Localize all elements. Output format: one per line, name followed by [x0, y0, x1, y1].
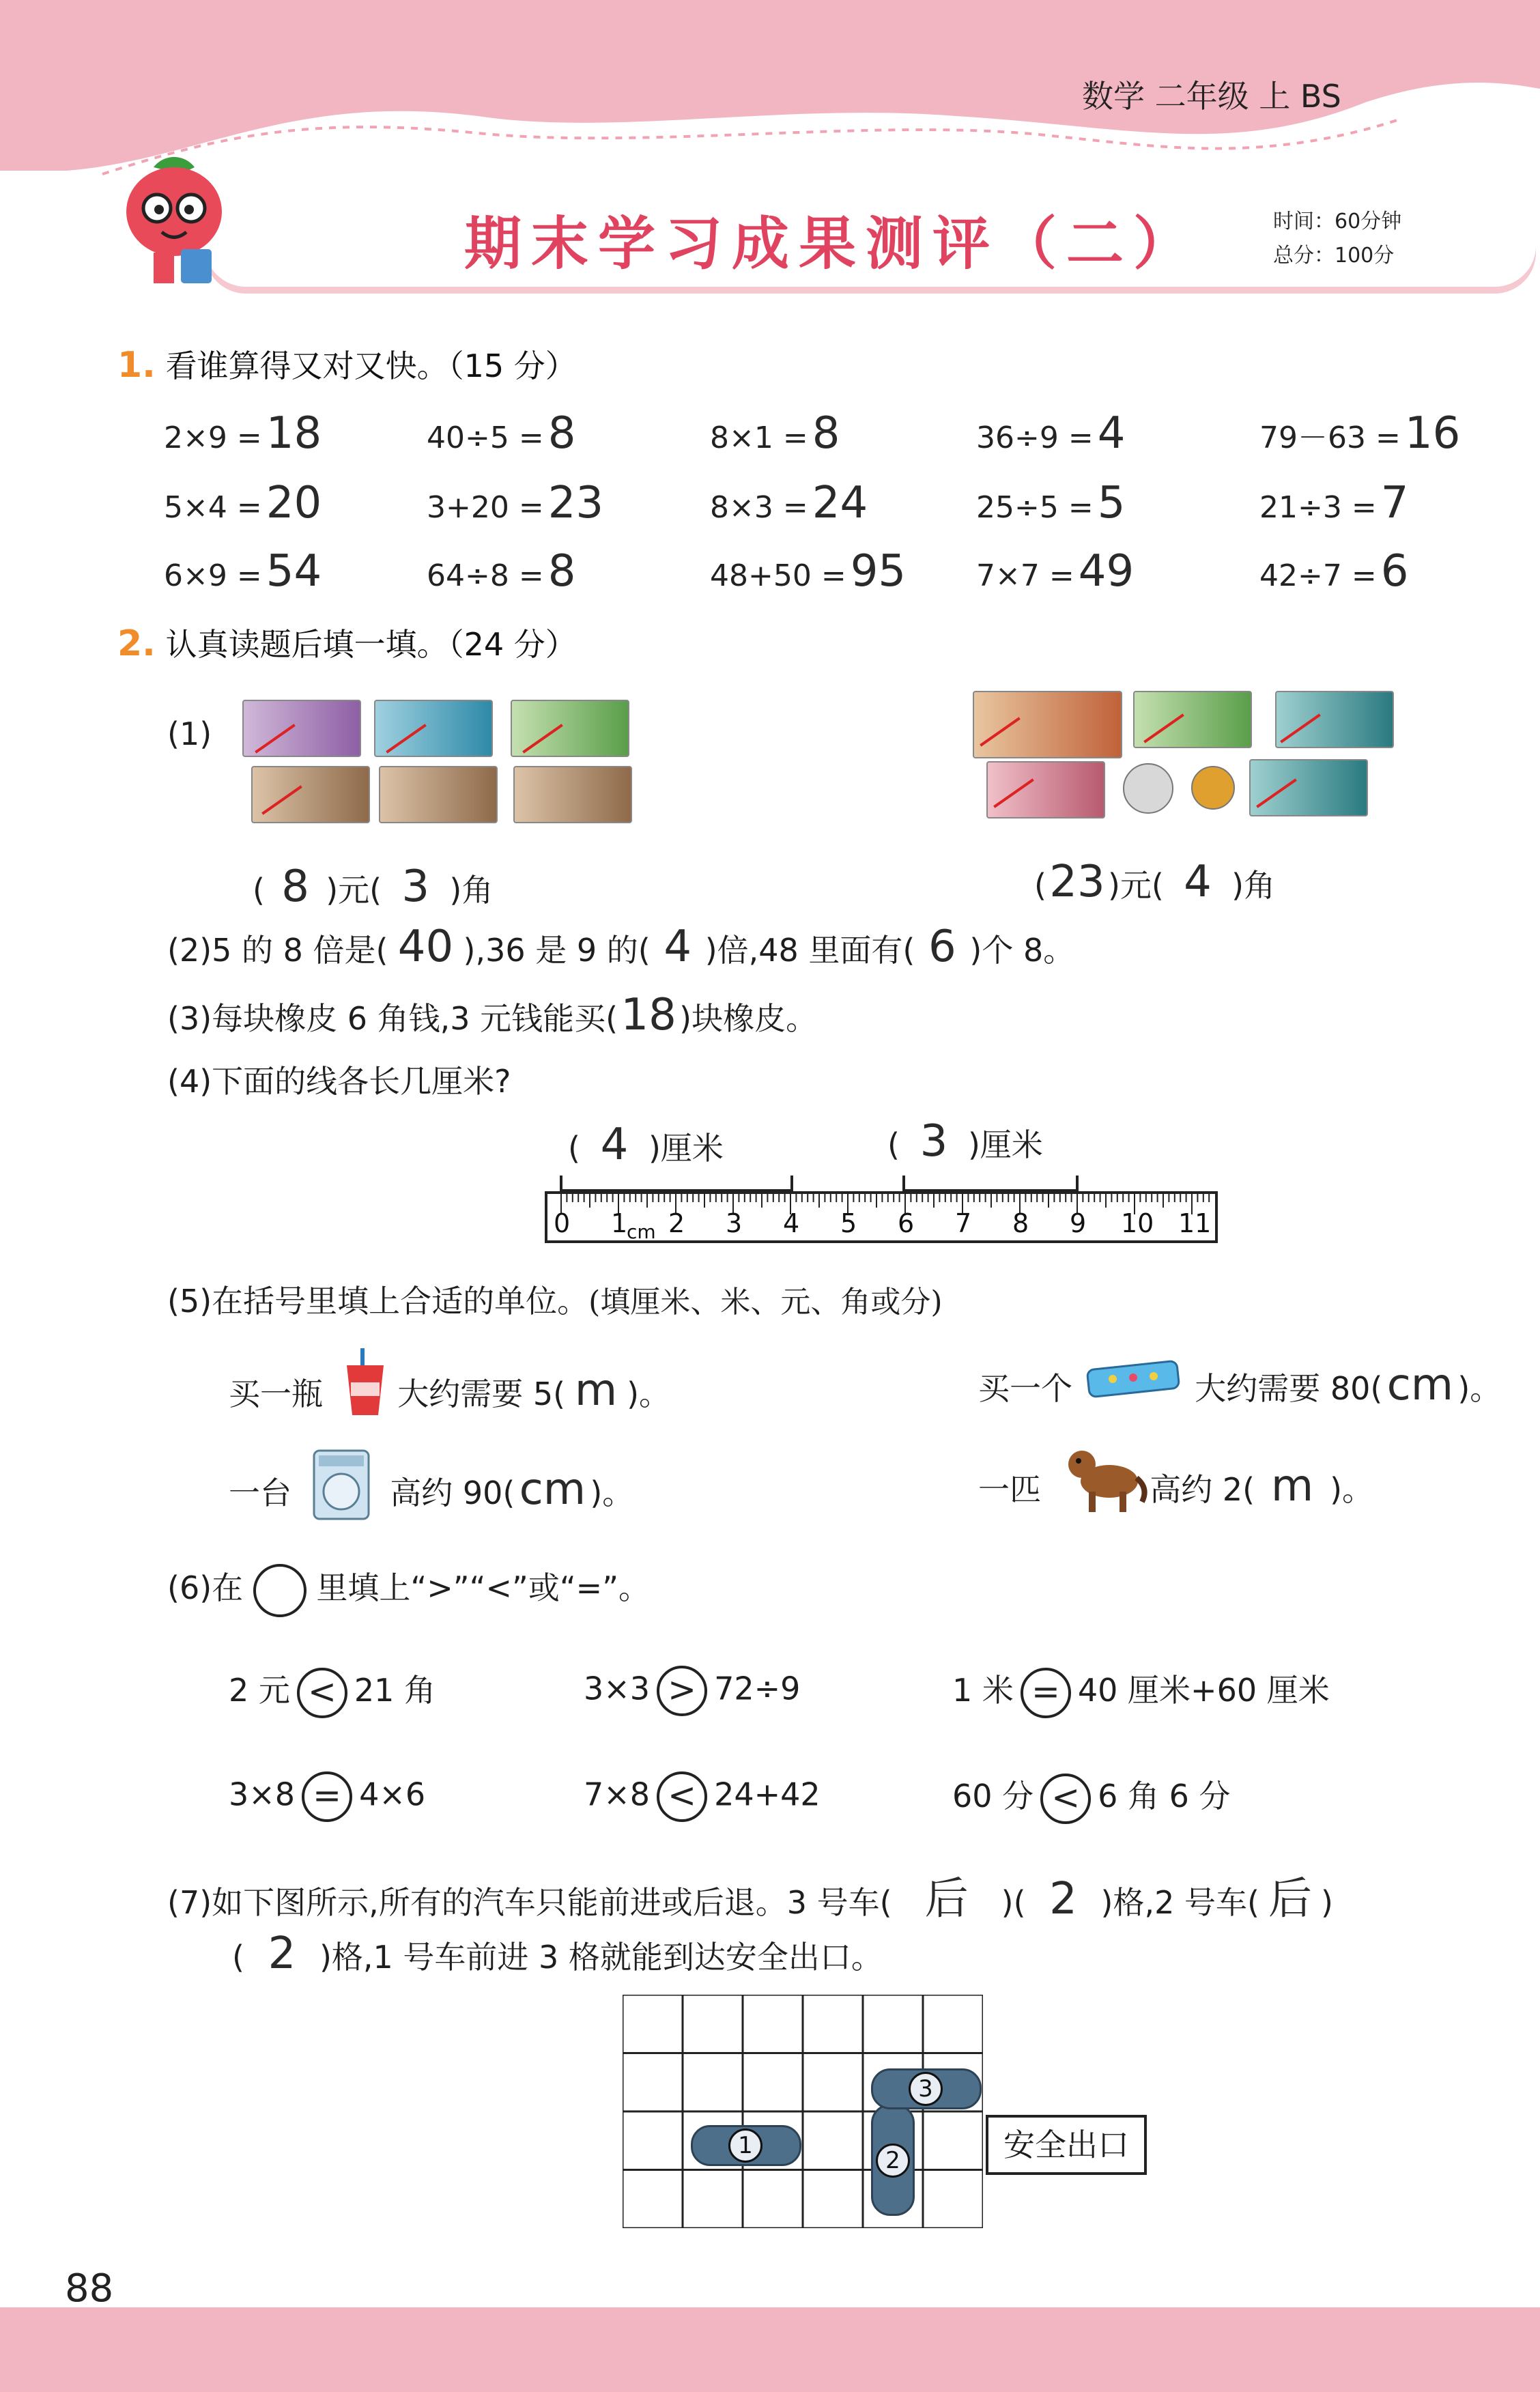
- q5-item-2-text-2: 大约需要 80(: [1195, 1370, 1383, 1407]
- calc-question: 2×9 =: [164, 421, 262, 455]
- car-2-icon: [871, 2104, 915, 2216]
- q2-text-3: )倍,48 里面有(: [704, 932, 915, 969]
- q5-item-1-answer: m: [574, 1365, 618, 1416]
- section-2-heading: [117, 620, 577, 665]
- q5-item-4-answer: m: [1270, 1461, 1314, 1511]
- compare-operator: <: [297, 1668, 347, 1718]
- calc-problem: [427, 478, 603, 528]
- paren-open: (: [369, 872, 382, 909]
- ruler-number: 11: [1178, 1208, 1212, 1238]
- compare-problem: [584, 1771, 821, 1822]
- calc-answer: 54: [266, 546, 322, 597]
- q2-answer-3: 6: [928, 922, 956, 972]
- calc-problem: [1259, 478, 1408, 528]
- calc-answer: 8: [812, 408, 840, 459]
- q5-item-2-text: 买一个: [978, 1370, 1072, 1407]
- calc-question: 8×3 =: [710, 490, 808, 525]
- calc-answer: 4: [1097, 408, 1126, 459]
- section-1-title: 看谁算得又对又快。（15 分）: [165, 347, 577, 384]
- calc-question: 40÷5 =: [427, 421, 544, 455]
- calc-question: 21÷3 =: [1259, 490, 1377, 525]
- calc-question: 5×4 =: [164, 490, 262, 525]
- paren-close: ): [1107, 867, 1120, 904]
- q4-answer-2-line: ( 3 )厘米: [887, 1116, 1043, 1167]
- compare-operator: <: [657, 1771, 707, 1822]
- q7-answer-2: 2: [1049, 1874, 1077, 1924]
- paren-close: ): [326, 872, 339, 909]
- q1-left-answer-line: [253, 862, 493, 912]
- banknote-1-jiao-icon: [379, 766, 498, 823]
- calc-question: 3+20 =: [427, 490, 544, 525]
- time-info: [1273, 205, 1401, 273]
- q7-line-1: [167, 1864, 1333, 1926]
- calc-problem: [976, 408, 1125, 459]
- q7-text-2: )(: [1001, 1884, 1026, 1921]
- compare-problem: [229, 1771, 425, 1822]
- compare-problem: [952, 1666, 1330, 1718]
- calc-answer: 8: [547, 546, 576, 597]
- calc-problem: [710, 546, 906, 597]
- banknote-5-jiao-icon: [1275, 691, 1394, 748]
- banknote-1-yuan-icon: [1133, 691, 1252, 748]
- q5-item-2-text-3: )。: [1457, 1370, 1502, 1407]
- compare-right: 72÷9: [714, 1670, 801, 1707]
- q7-text-5: (: [232, 1939, 244, 1976]
- q5-item-1-text-2: 大约需要 5(: [397, 1376, 566, 1412]
- ruler-unit: cm: [627, 1221, 656, 1243]
- q5-item-1: [229, 1365, 670, 1416]
- car-1-number: 1: [728, 2128, 762, 2163]
- q3-answer: 18: [621, 990, 676, 1040]
- section-1-heading: [117, 341, 577, 386]
- compare-left: 7×8: [584, 1776, 651, 1813]
- q7-answer-3: 后: [1268, 1874, 1312, 1924]
- compare-right: 24+42: [714, 1776, 821, 1813]
- q2-text-1: (2)5 的 8 倍是(: [167, 932, 388, 969]
- section-1-number: 1.: [117, 345, 156, 386]
- compare-problem: [952, 1771, 1231, 1824]
- calc-answer: 95: [850, 546, 907, 597]
- calc-problem: [710, 478, 868, 528]
- yuan-unit: 元: [1120, 867, 1152, 904]
- calc-problem: [976, 546, 1134, 597]
- calc-problem: [976, 478, 1125, 528]
- q5-item-3-text-2: 高约 90(: [390, 1475, 515, 1511]
- paren-open: (: [1151, 867, 1164, 904]
- q6-text-2: 里填上“>”“<”或“=”。: [316, 1569, 651, 1606]
- q4-question: (4)下面的线各长几厘米?: [167, 1063, 511, 1100]
- calc-question: 42÷7 =: [1259, 558, 1377, 593]
- calc-problem: [427, 408, 575, 459]
- compare-left: 2 元: [229, 1672, 290, 1709]
- compare-problem: [584, 1666, 800, 1716]
- empty-circle-icon: [253, 1564, 306, 1617]
- q1-right-answer-line: [1034, 857, 1275, 907]
- time-limit: 时间：60分钟: [1273, 210, 1402, 233]
- q1-right-yuan-answer: 23: [1049, 857, 1105, 907]
- compare-operator: <: [1040, 1774, 1091, 1824]
- compare-right: 21 角: [354, 1672, 436, 1709]
- q5-item-3: [229, 1464, 633, 1515]
- q5-item-3-text-3: )。: [590, 1475, 634, 1511]
- q2-answer-1: 40: [397, 922, 454, 972]
- calc-question: 48+50 =: [710, 558, 846, 593]
- q7-answer-4: 2: [268, 1928, 296, 1979]
- q4-answer-1: 4: [600, 1120, 629, 1170]
- calc-question: 36÷9 =: [976, 421, 1094, 455]
- q5-item-4-text-2: 高约 2(: [1150, 1471, 1255, 1508]
- calc-problem: [164, 478, 322, 528]
- q2-answer-2: 4: [664, 922, 692, 972]
- compare-left: 3×8: [229, 1776, 296, 1813]
- calc-answer: 23: [547, 478, 604, 528]
- car-1-icon: [691, 2125, 801, 2166]
- q5-text: (5)在括号里填上合适的单位。: [167, 1283, 589, 1320]
- calc-question: 8×1 =: [710, 421, 808, 455]
- q6-question: [167, 1563, 650, 1617]
- calc-problem: [1259, 408, 1460, 459]
- banknote-20-yuan-icon: [973, 691, 1122, 758]
- horse-icon: [1061, 1440, 1150, 1515]
- q4-answer-2: 3: [919, 1116, 948, 1167]
- q7-answer-1: 后: [924, 1874, 969, 1924]
- paren-open: (: [1034, 867, 1046, 904]
- total-score: 总分：100分: [1273, 244, 1395, 268]
- calc-answer: 5: [1097, 478, 1126, 528]
- calc-problem: [427, 546, 575, 597]
- jiao-unit: 角: [461, 872, 494, 909]
- ruler-number: 7: [955, 1208, 972, 1238]
- ruler-number: 2: [668, 1208, 685, 1238]
- calc-answer: 6: [1380, 546, 1409, 597]
- jiao-unit: 角: [1244, 867, 1276, 904]
- q3-text-1: (3)每块橡皮 6 角钱,3 元钱能买(: [167, 1000, 618, 1037]
- calc-problem: [164, 546, 322, 597]
- compare-right: 6 角 6 分: [1098, 1778, 1231, 1814]
- compare-left: 3×3: [584, 1670, 651, 1707]
- line-segment-1: [560, 1176, 793, 1192]
- q5-item-3-answer: cm: [519, 1464, 586, 1515]
- compare-left: 1 米: [952, 1672, 1014, 1709]
- q5-item-2-answer: cm: [1386, 1360, 1454, 1410]
- calc-question: 7×7 =: [976, 558, 1074, 593]
- calc-answer: 49: [1078, 546, 1135, 597]
- compare-problem: [229, 1666, 436, 1718]
- yuan-unit: 元: [338, 872, 370, 909]
- q1-left-yuan-answer: 8: [281, 862, 309, 912]
- q7-line-2: [232, 1928, 883, 1979]
- coin-1-yuan-icon: [1123, 763, 1173, 814]
- compare-operator: =: [1021, 1668, 1071, 1718]
- paren-close: ): [449, 872, 462, 909]
- ruler-number: 10: [1121, 1208, 1154, 1238]
- calc-question: 6×9 =: [164, 558, 262, 593]
- q6-text-1: (6)在: [167, 1569, 244, 1606]
- ruler-number: 9: [1070, 1208, 1087, 1238]
- q3-text-2: )块橡皮。: [679, 1000, 818, 1037]
- calc-question: 25÷5 =: [976, 490, 1094, 525]
- ruler-number: 3: [726, 1208, 743, 1238]
- q5-item-1-text-3: )。: [627, 1376, 671, 1412]
- compare-right: 40 厘米+60 厘米: [1077, 1672, 1330, 1709]
- page-title: 期末学习成果测评（二）: [464, 210, 1201, 277]
- strawberry-mascot-icon: [113, 154, 236, 290]
- q7-text-6: )格,1 号车前进 3 格就能到达安全出口。: [319, 1939, 883, 1976]
- washing-machine-icon: [311, 1447, 372, 1522]
- calc-answer: 8: [547, 408, 576, 459]
- q1-left-jiao-answer: 3: [401, 862, 430, 912]
- section-2-title: 认真读题后填一填。（24 分）: [165, 626, 577, 663]
- ruler-number: 0: [554, 1208, 571, 1238]
- q5-item-4-text: 一匹: [978, 1471, 1041, 1508]
- subject-label: 数学 二年级 上 BS: [1082, 78, 1341, 115]
- banknote-1-jiao-icon: [251, 766, 370, 823]
- q7-text-1: (7)如下图所示,所有的汽车只能前进或后退。3 号车(: [167, 1884, 892, 1921]
- ruler-number: 5: [840, 1208, 857, 1238]
- drink-cup-icon: [341, 1348, 389, 1416]
- q2-line: [167, 922, 1074, 972]
- paren-close: ): [1231, 867, 1244, 904]
- compare-left: 60 分: [952, 1778, 1034, 1814]
- q5-hint: (填厘米、米、元、角或分): [588, 1285, 943, 1320]
- q7-text-3: )格,2 号车(: [1100, 1884, 1259, 1921]
- q5-item-4-text-3: )。: [1330, 1471, 1374, 1508]
- calc-problem: [164, 408, 322, 459]
- q1-label: (1): [167, 715, 212, 752]
- compare-operator: >: [657, 1666, 707, 1716]
- ruler-number: 8: [1012, 1208, 1029, 1238]
- cm-unit: 厘米: [660, 1130, 724, 1167]
- ruler-number: 1: [611, 1208, 628, 1238]
- calc-answer: 20: [266, 478, 322, 528]
- banknote-5-jiao-icon: [1249, 759, 1368, 816]
- cm-unit: 厘米: [980, 1126, 1043, 1163]
- car-2-number: 2: [876, 2144, 910, 2178]
- compare-operator: =: [302, 1771, 352, 1822]
- coin-5-jiao-icon: [1191, 766, 1235, 810]
- parking-grid: [623, 1995, 983, 2228]
- section-2-number: 2.: [117, 623, 156, 664]
- calc-answer: 16: [1404, 408, 1461, 459]
- banknote-1-jiao-icon: [513, 766, 632, 823]
- q5-item-4: [978, 1461, 1373, 1511]
- calc-question: 79－63 =: [1259, 421, 1401, 455]
- q1-right-jiao-answer: 4: [1184, 857, 1212, 907]
- q3-line: [167, 990, 817, 1040]
- page-number: 88: [65, 2266, 114, 2311]
- line-segment-2: [902, 1176, 1079, 1192]
- q5-item-1-text: 买一瓶: [229, 1376, 323, 1412]
- calc-answer: 24: [812, 478, 868, 528]
- paren-open: (: [253, 872, 265, 909]
- pencil-case-icon: [1085, 1358, 1181, 1399]
- calc-question: 64÷8 =: [427, 558, 544, 593]
- q2-text-2: ),36 是 9 的(: [463, 932, 651, 969]
- q7-text-4: ): [1320, 1884, 1333, 1921]
- q5-item-3-text: 一台: [229, 1475, 291, 1511]
- q2-text-4: )个 8。: [969, 932, 1075, 969]
- car-3-icon: [871, 2068, 982, 2109]
- compare-right: 4×6: [359, 1776, 426, 1813]
- banknote-2-jiao-icon: [986, 761, 1105, 818]
- calc-answer: 18: [266, 408, 322, 459]
- ruler-number: 6: [898, 1208, 915, 1238]
- calc-answer: 7: [1380, 478, 1409, 528]
- ruler-number: 4: [783, 1208, 800, 1238]
- q5-question: [167, 1277, 943, 1322]
- calc-problem: [710, 408, 840, 459]
- q4-answer-1-line: ( 4 )厘米: [568, 1120, 724, 1170]
- car-3-number: 3: [909, 2072, 943, 2106]
- safe-exit-label: 安全出口: [986, 2115, 1147, 2175]
- calc-problem: [1259, 546, 1408, 597]
- q5-item-2: [978, 1360, 1501, 1410]
